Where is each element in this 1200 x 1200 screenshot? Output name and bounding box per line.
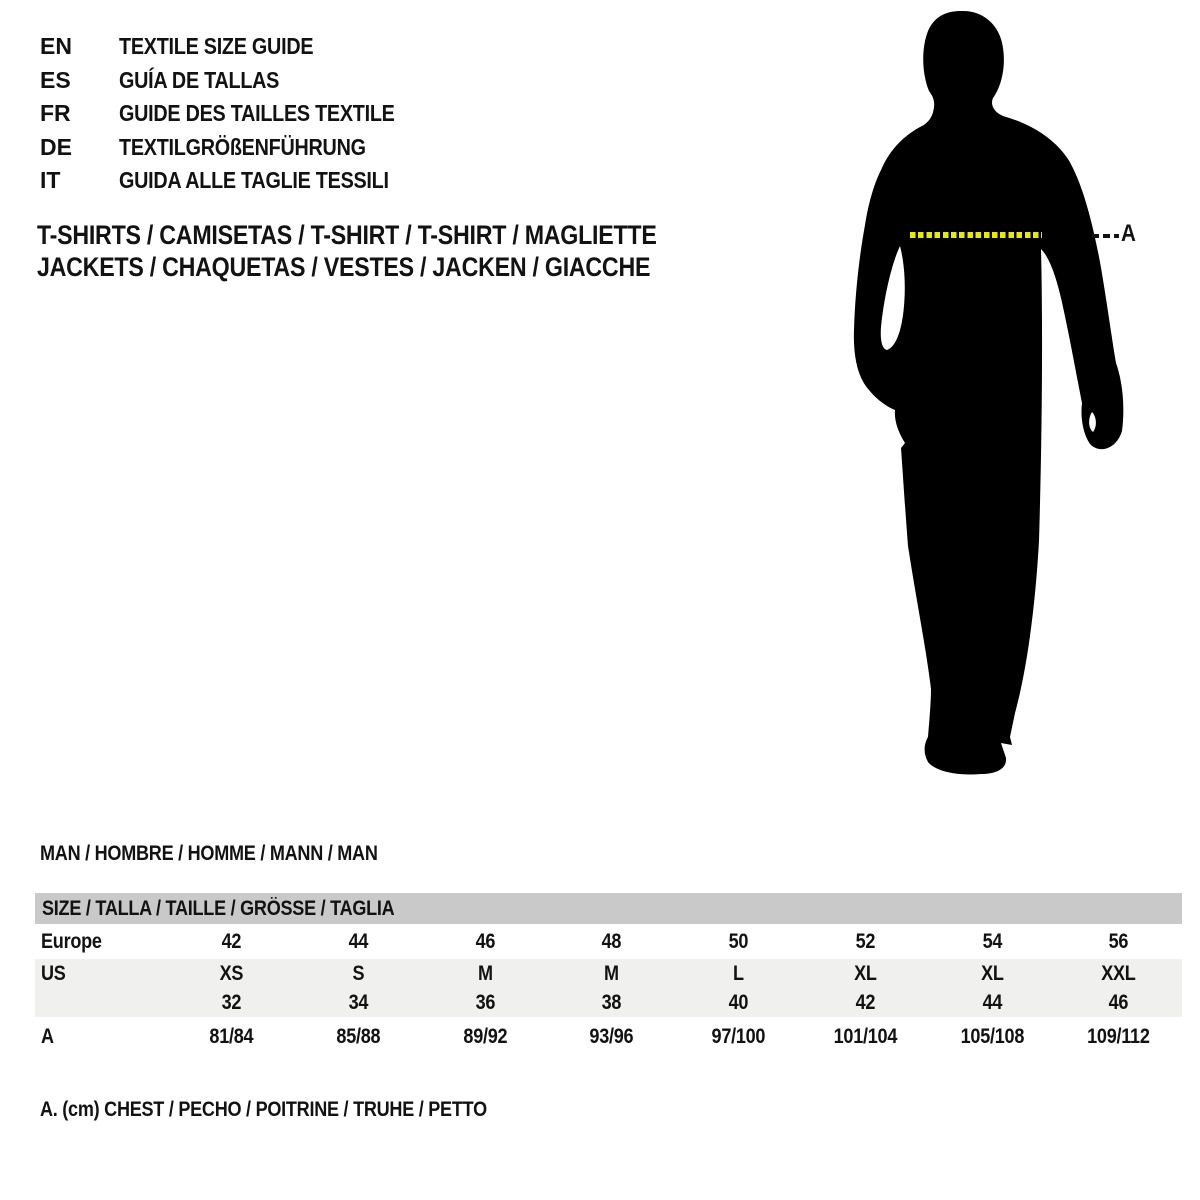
size-cell: 54 — [982, 929, 1002, 953]
size-cell: XL — [853, 961, 877, 985]
size-cell: 85/88 — [336, 1024, 381, 1048]
size-cell: 89/92 — [462, 1024, 507, 1048]
size-cell: 36 — [475, 990, 495, 1014]
row-label: US — [41, 961, 66, 985]
measure-a-label: A — [1121, 220, 1136, 247]
size-table-header — [35, 893, 1182, 924]
language-row — [40, 164, 440, 198]
language-label: TEXTILGRÖßENFÜHRUNG — [119, 133, 366, 160]
size-cell: 46 — [1108, 990, 1129, 1014]
size-cell: 40 — [728, 990, 749, 1014]
language-row — [40, 131, 440, 165]
size-cell: 46 — [475, 929, 495, 953]
measure-pointer-dashes — [1092, 234, 1119, 238]
language-row — [40, 30, 440, 64]
size-cell: XL — [980, 961, 1004, 985]
table-row-numeric — [35, 988, 1182, 1017]
size-cell: 93/96 — [589, 1024, 634, 1048]
size-cell: 34 — [348, 990, 368, 1014]
size-cell: 109/112 — [1087, 1024, 1150, 1048]
language-code: DE — [40, 133, 72, 160]
row-label: A — [41, 1024, 54, 1048]
size-cell: M — [604, 961, 620, 985]
language-label: GUÍA DE TALLAS — [119, 66, 280, 93]
language-code: FR — [40, 100, 71, 127]
language-label: GUIDA ALLE TAGLIE TESSILI — [119, 167, 389, 194]
size-cell: 44 — [982, 990, 1002, 1014]
size-cell: 44 — [348, 929, 368, 953]
size-cell: 50 — [728, 929, 749, 953]
table-row-chest — [35, 1017, 1182, 1056]
table-row-europe — [35, 924, 1182, 959]
size-cell: 48 — [601, 929, 622, 953]
size-cell: 101/104 — [833, 1024, 897, 1048]
measurement-footnote: A. (cm) CHEST / PECHO / POITRINE / TRUHE / PETTO — [40, 1098, 487, 1121]
language-code: EN — [40, 33, 72, 60]
size-cell: 42 — [855, 990, 875, 1014]
category-line-tshirts: T-SHIRTS / CAMISETAS / T-SHIRT / T-SHIRT / MAGLIETTE — [37, 220, 657, 250]
language-row — [40, 64, 440, 98]
size-cell: XS — [219, 961, 244, 985]
language-list — [40, 30, 440, 198]
language-code: IT — [40, 167, 61, 194]
size-cell: 105/108 — [960, 1024, 1024, 1048]
size-cell: 81/84 — [209, 1024, 254, 1048]
section-title-man: MAN / HOMBRE / HOMME / MANN / MAN — [40, 842, 378, 865]
size-cell: 97/100 — [711, 1024, 766, 1048]
size-cell: M — [477, 961, 493, 985]
row-label: Europe — [41, 929, 102, 953]
size-table-header-label: SIZE / TALLA / TAILLE / GRÖSSE / TAGLIA — [42, 896, 395, 920]
size-cell: 42 — [221, 929, 242, 953]
man-silhouette — [840, 0, 1160, 800]
man-silhouette-path — [854, 11, 1123, 774]
size-cell: 32 — [221, 990, 242, 1014]
size-cell: XXL — [1101, 961, 1136, 985]
language-label: TEXTILE SIZE GUIDE — [119, 33, 314, 60]
size-table — [35, 893, 1182, 1056]
category-line-jackets: JACKETS / CHAQUETAS / VESTES / JACKEN / GIACCHE — [37, 252, 651, 282]
size-cell: L — [732, 961, 744, 985]
chest-measure-line — [910, 232, 1042, 238]
language-label: GUIDE DES TAILLES TEXTILE — [119, 100, 395, 127]
size-cell: S — [352, 961, 365, 985]
language-code: ES — [40, 66, 71, 93]
size-cell: 52 — [855, 929, 875, 953]
language-row — [40, 97, 440, 131]
size-cell: 38 — [601, 990, 622, 1014]
table-row-us — [35, 959, 1182, 988]
size-cell: 56 — [1108, 929, 1129, 953]
